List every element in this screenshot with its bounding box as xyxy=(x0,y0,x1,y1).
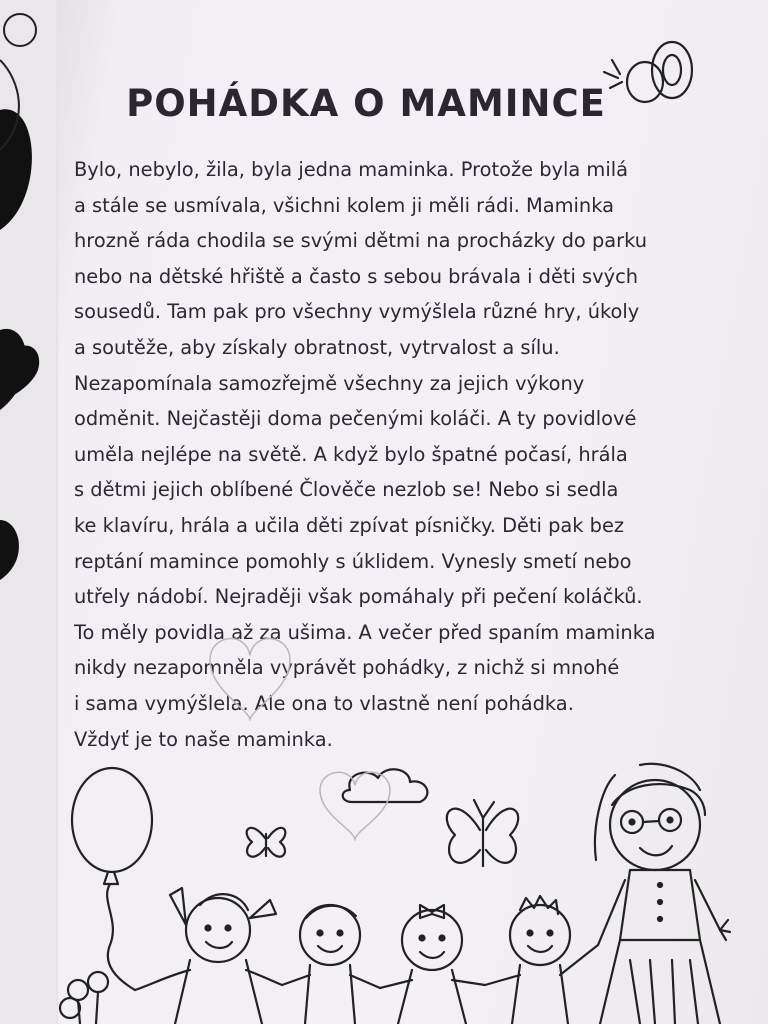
story-line: nikdy nezapomněla vyprávět pohádky, z nichž si mnohé xyxy=(74,656,620,680)
story-line: utřely nádobí. Nejraději však pomáhaly při pečení koláčků. xyxy=(74,585,643,609)
story-line: s dětmi jejich oblíbené Člověče nezlob se! Nebo si sedla xyxy=(74,478,619,502)
story-line: To měly povidla až za ušima. A večer před spaním maminka xyxy=(74,620,656,644)
story-line: ke klavíru, hrála a učila děti zpívat písničky. Děti pak bez xyxy=(74,513,625,537)
story-line: Vždyť je to naše maminka. xyxy=(74,727,333,751)
story-line: Nezapomínala samozřejmě všechny za jejich výkony xyxy=(74,371,585,395)
story-line: i sama vymýšlela. Ale ona to vlastně není pohádka. xyxy=(74,691,574,715)
balloon-icon xyxy=(72,768,152,990)
story-line: uměla nejlépe na světě. A když bylo špatné počasí, hrála xyxy=(74,442,628,466)
child-boy-2 xyxy=(485,896,598,1024)
butterfly-large-icon xyxy=(447,800,518,866)
story-line: reptání mamince pomohly s úklidem. Vynesly smetí nebo xyxy=(74,549,632,573)
child-girl-bow xyxy=(380,905,485,1024)
story-line: nebo na dětské hřiště a často s sebou brávala i děti svých xyxy=(74,264,639,288)
story-line: a stále se usmívala, všichni kolem ji měli rádi. Maminka xyxy=(74,193,614,217)
mother-figure xyxy=(595,764,730,1024)
background-hearts-icon xyxy=(210,639,390,840)
story-line: a soutěže, aby získaly obratnost, vytrvalost a sílu. xyxy=(74,335,560,359)
story-line: odměnit. Nejčastěji doma pečenými koláči. A ty povidlové xyxy=(74,407,637,431)
story-line: sousedů. Tam pak pro všechny vymýšlela různé hry, úkoly xyxy=(74,300,640,324)
story-line: Bylo, nebylo, žila, byla jedna maminka. Protože byla milá xyxy=(74,158,628,181)
cloud-icon xyxy=(343,769,428,802)
corner-doodle-icon xyxy=(604,42,692,102)
page-title: POHÁDKA O MAMINCE xyxy=(126,82,606,125)
child-girl-pigtails xyxy=(135,888,282,1024)
child-boy-1 xyxy=(282,905,380,1024)
butterfly-small-icon xyxy=(247,828,286,857)
flowers-icon xyxy=(60,972,108,1024)
story-line: hrozně ráda chodila se svými dětmi na procházky do parku xyxy=(74,229,648,253)
